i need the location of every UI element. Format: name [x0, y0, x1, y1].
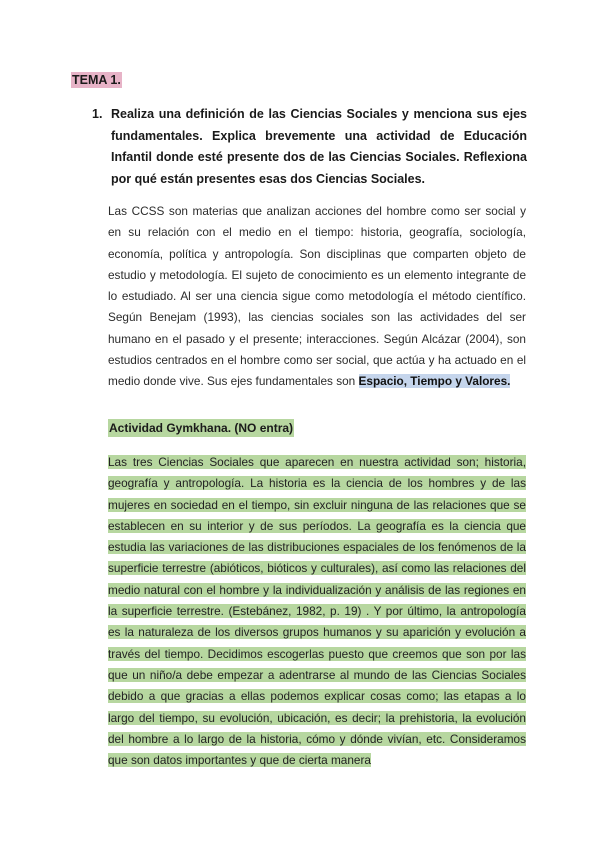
activity-paragraph [108, 452, 526, 771]
answer-text: Las CCSS son materias que analizan acciones del hombre como ser social y en su relación con el medio en el tiempo: historia, geografía, sociología, economía, política y antropología. Son disciplinas que comparten objeto de estudio y metodología. El sujeto de conocimiento es un elemento integrante de lo estudiado. Al ser una ciencia sigue como metodología el método científico. Según Benejam (1993), las ciencias sociales son las actividades del ser humano en el pasado y el presente; interacciones. Según Alcázar (2004), son estudios centrados en el hombre como ser social, que actúa y ha actuado en el medio donde vive. Sus ejes fundamentales son [108, 204, 526, 389]
answer-paragraph [108, 201, 526, 393]
section-heading: TEMA 1. [72, 73, 121, 87]
question-text: Realiza una definición de las Ciencias Sociales y menciona sus ejes fundamentales. Explica brevemente una actividad de Educación Infantil donde esté presente dos de las Ciencias Sociales. Reflexiona por qué están presentes esas dos Ciencias Sociales. [111, 107, 527, 186]
question-number: 1. [92, 107, 103, 121]
activity-title: Actividad Gymkhana. (NO entra) [109, 421, 294, 435]
activity-text: Las tres Ciencias Sociales que aparecen en nuestra actividad son; historia, geografía y antropología. La historia es la ciencia de los hombres y de las mujeres en sociedad en el tiempo, sin excluir ninguna de las relaciones que se establecen en su interior y de sus períodos. La geografía es la ciencia que estudia las variaciones de las distribuciones espaciales de los fenómenos de la superficie terrestre (abióticos, bióticos y culturales), así como las relaciones del medio natural con el hombre y la individualización y análisis de las regiones en la superficie terrestre. (Estebánez, 1982, p. 19) . Y por último, la antropología es la naturaleza de los diversos grupos humanos y su aparición y evolución a través del tiempo. Decidimos escogerlas puesto que creemos que son por las que un niño/a debe empezar a adentrarse al mundo de las Ciencias Sociales debido a que gracias a ellas podemos explicar cosas como; las etapas a lo largo del tiempo, su evolución, ubicación, es decir; la prehistoria, la evolución del hombre a lo largo de la historia, cómo y dónde vivían, etc. Consideramos que son datos importantes y que de cierta manera [108, 455, 526, 768]
answer-highlight: Espacio, Tiempo y Valores. [358, 374, 511, 389]
